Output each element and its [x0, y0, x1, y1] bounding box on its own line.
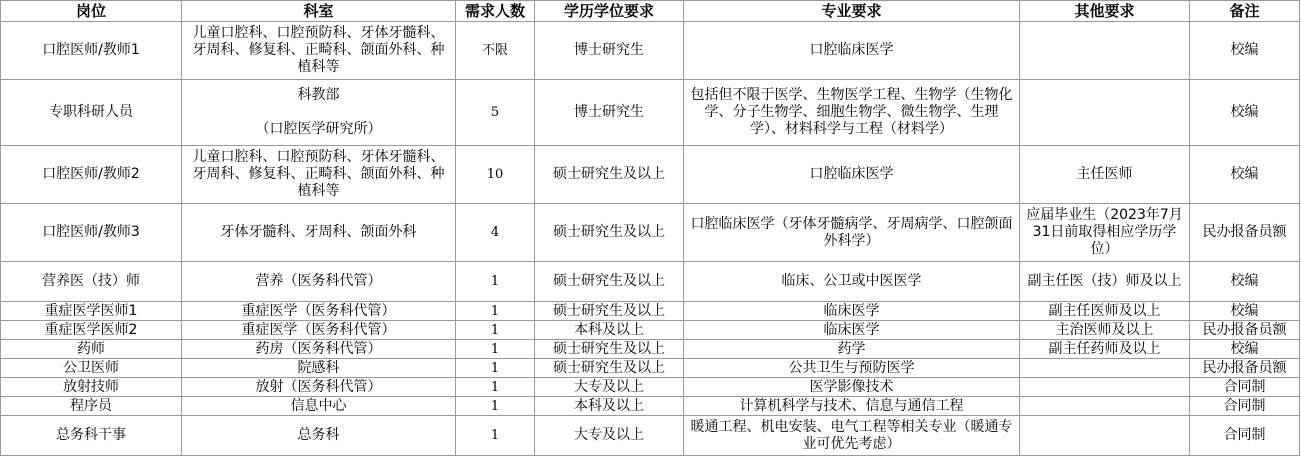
- cell-education: 博士研究生: [535, 80, 684, 146]
- cell-count: 不限: [456, 22, 535, 80]
- cell-major: 医学影像技术: [684, 378, 1020, 397]
- cell-count: 1: [456, 378, 535, 397]
- cell-position: 重症医学医师1: [1, 302, 182, 321]
- cell-note: 校编: [1190, 302, 1300, 321]
- cell-education: 本科及以上: [535, 321, 684, 340]
- cell-other: 副主任医（技）师及以上: [1020, 262, 1190, 302]
- cell-education: 博士研究生: [535, 22, 684, 80]
- cell-note: 民办报备员额: [1190, 321, 1300, 340]
- table-row: [1, 22, 1300, 80]
- cell-position: 口腔医师/教师1: [1, 22, 182, 80]
- table-row: [1, 378, 1300, 397]
- header-major: 专业要求: [684, 1, 1020, 22]
- table-row: [1, 397, 1300, 416]
- cell-education: 硕士研究生及以上: [535, 262, 684, 302]
- table-row: [1, 302, 1300, 321]
- cell-department: 重症医学（医务科代管）: [182, 321, 456, 340]
- cell-major: 口腔临床医学: [684, 22, 1020, 80]
- cell-other: 应届毕业生（2023年7月31日前取得相应学历学位）: [1020, 204, 1190, 262]
- cell-other: [1020, 416, 1190, 456]
- cell-count: 4: [456, 204, 535, 262]
- cell-count: 1: [456, 359, 535, 378]
- cell-education: 硕士研究生及以上: [535, 146, 684, 204]
- cell-department: 重症医学（医务科代管）: [182, 302, 456, 321]
- header-count: 需求人数: [456, 1, 535, 22]
- cell-count: 5: [456, 80, 535, 146]
- cell-position: 重症医学医师2: [1, 321, 182, 340]
- cell-note: 校编: [1190, 22, 1300, 80]
- cell-other: [1020, 397, 1190, 416]
- cell-note: 校编: [1190, 80, 1300, 146]
- header-position: 岗位: [1, 1, 182, 22]
- header-row: [1, 1, 1300, 22]
- cell-note: 民办报备员额: [1190, 359, 1300, 378]
- cell-position: 药师: [1, 340, 182, 359]
- cell-note: 合同制: [1190, 378, 1300, 397]
- cell-position: 专职科研人员: [1, 80, 182, 146]
- cell-department: 牙体牙髓科、牙周科、颌面外科: [182, 204, 456, 262]
- cell-education: 硕士研究生及以上: [535, 204, 684, 262]
- header-department: 科室: [182, 1, 456, 22]
- cell-education: 硕士研究生及以上: [535, 359, 684, 378]
- table-row: [1, 204, 1300, 262]
- cell-other: [1020, 378, 1190, 397]
- cell-count: 1: [456, 302, 535, 321]
- cell-count: 1: [456, 321, 535, 340]
- cell-department: 放射（医务科代管）: [182, 378, 456, 397]
- cell-note: 合同制: [1190, 416, 1300, 456]
- table-row: [1, 416, 1300, 456]
- cell-position: 营养医（技）师: [1, 262, 182, 302]
- cell-position: 总务科干事: [1, 416, 182, 456]
- cell-other: 主任医师: [1020, 146, 1190, 204]
- cell-position: 公卫医师: [1, 359, 182, 378]
- cell-position: 口腔医师/教师2: [1, 146, 182, 204]
- cell-count: 1: [456, 340, 535, 359]
- cell-count: 10: [456, 146, 535, 204]
- table-row: [1, 359, 1300, 378]
- cell-department: 营养（医务科代管）: [182, 262, 456, 302]
- cell-position: 程序员: [1, 397, 182, 416]
- cell-major: 临床、公卫或中医医学: [684, 262, 1020, 302]
- cell-major: 包括但不限于医学、生物医学工程、生物学（生物化学、分子生物学、细胞生物学、微生物学、生理学）、材料科学与工程（材料学）: [684, 80, 1020, 146]
- cell-note: 校编: [1190, 146, 1300, 204]
- cell-major: 药学: [684, 340, 1020, 359]
- cell-other: 副主任医师及以上: [1020, 302, 1190, 321]
- cell-note: 合同制: [1190, 397, 1300, 416]
- cell-department: 信息中心: [182, 397, 456, 416]
- cell-other: [1020, 359, 1190, 378]
- cell-department: 院感科: [182, 359, 456, 378]
- cell-note: 民办报备员额: [1190, 204, 1300, 262]
- cell-major: 暖通工程、机电安装、电气工程等相关专业（暖通专业可优先考虑）: [684, 416, 1020, 456]
- cell-count: 1: [456, 397, 535, 416]
- cell-position: 口腔医师/教师3: [1, 204, 182, 262]
- cell-note: 校编: [1190, 340, 1300, 359]
- table-row: [1, 262, 1300, 302]
- cell-note: 校编: [1190, 262, 1300, 302]
- cell-other: 主治医师及以上: [1020, 321, 1190, 340]
- cell-position: 放射技师: [1, 378, 182, 397]
- cell-department: 科教部 （口腔医学研究所）: [182, 80, 456, 146]
- cell-other: [1020, 80, 1190, 146]
- cell-education: 大专及以上: [535, 378, 684, 397]
- table-row: [1, 80, 1300, 146]
- header-education: 学历学位要求: [535, 1, 684, 22]
- table-row: [1, 340, 1300, 359]
- cell-count: 1: [456, 416, 535, 456]
- cell-education: 大专及以上: [535, 416, 684, 456]
- cell-department: 药房（医务科代管）: [182, 340, 456, 359]
- table-row: [1, 321, 1300, 340]
- cell-major: 计算机科学与技术、信息与通信工程: [684, 397, 1020, 416]
- cell-department: 总务科: [182, 416, 456, 456]
- cell-education: 硕士研究生及以上: [535, 302, 684, 321]
- cell-other: 副主任药师及以上: [1020, 340, 1190, 359]
- cell-department: 儿童口腔科、口腔预防科、牙体牙髓科、牙周科、修复科、正畸科、颌面外科、种植科等: [182, 146, 456, 204]
- cell-education: 硕士研究生及以上: [535, 340, 684, 359]
- header-note: 备注: [1190, 1, 1300, 22]
- cell-major: 口腔临床医学（牙体牙髓病学、牙周病学、口腔颌面外科学）: [684, 204, 1020, 262]
- cell-count: 1: [456, 262, 535, 302]
- table-row: [1, 146, 1300, 204]
- header-other: 其他要求: [1020, 1, 1190, 22]
- cell-major: 临床医学: [684, 302, 1020, 321]
- cell-department: 儿童口腔科、口腔预防科、牙体牙髓科、牙周科、修复科、正畸科、颌面外科、种植科等: [182, 22, 456, 80]
- cell-education: 本科及以上: [535, 397, 684, 416]
- cell-major: 临床医学: [684, 321, 1020, 340]
- cell-major: 公共卫生与预防医学: [684, 359, 1020, 378]
- cell-major: 口腔临床医学: [684, 146, 1020, 204]
- cell-other: [1020, 22, 1190, 80]
